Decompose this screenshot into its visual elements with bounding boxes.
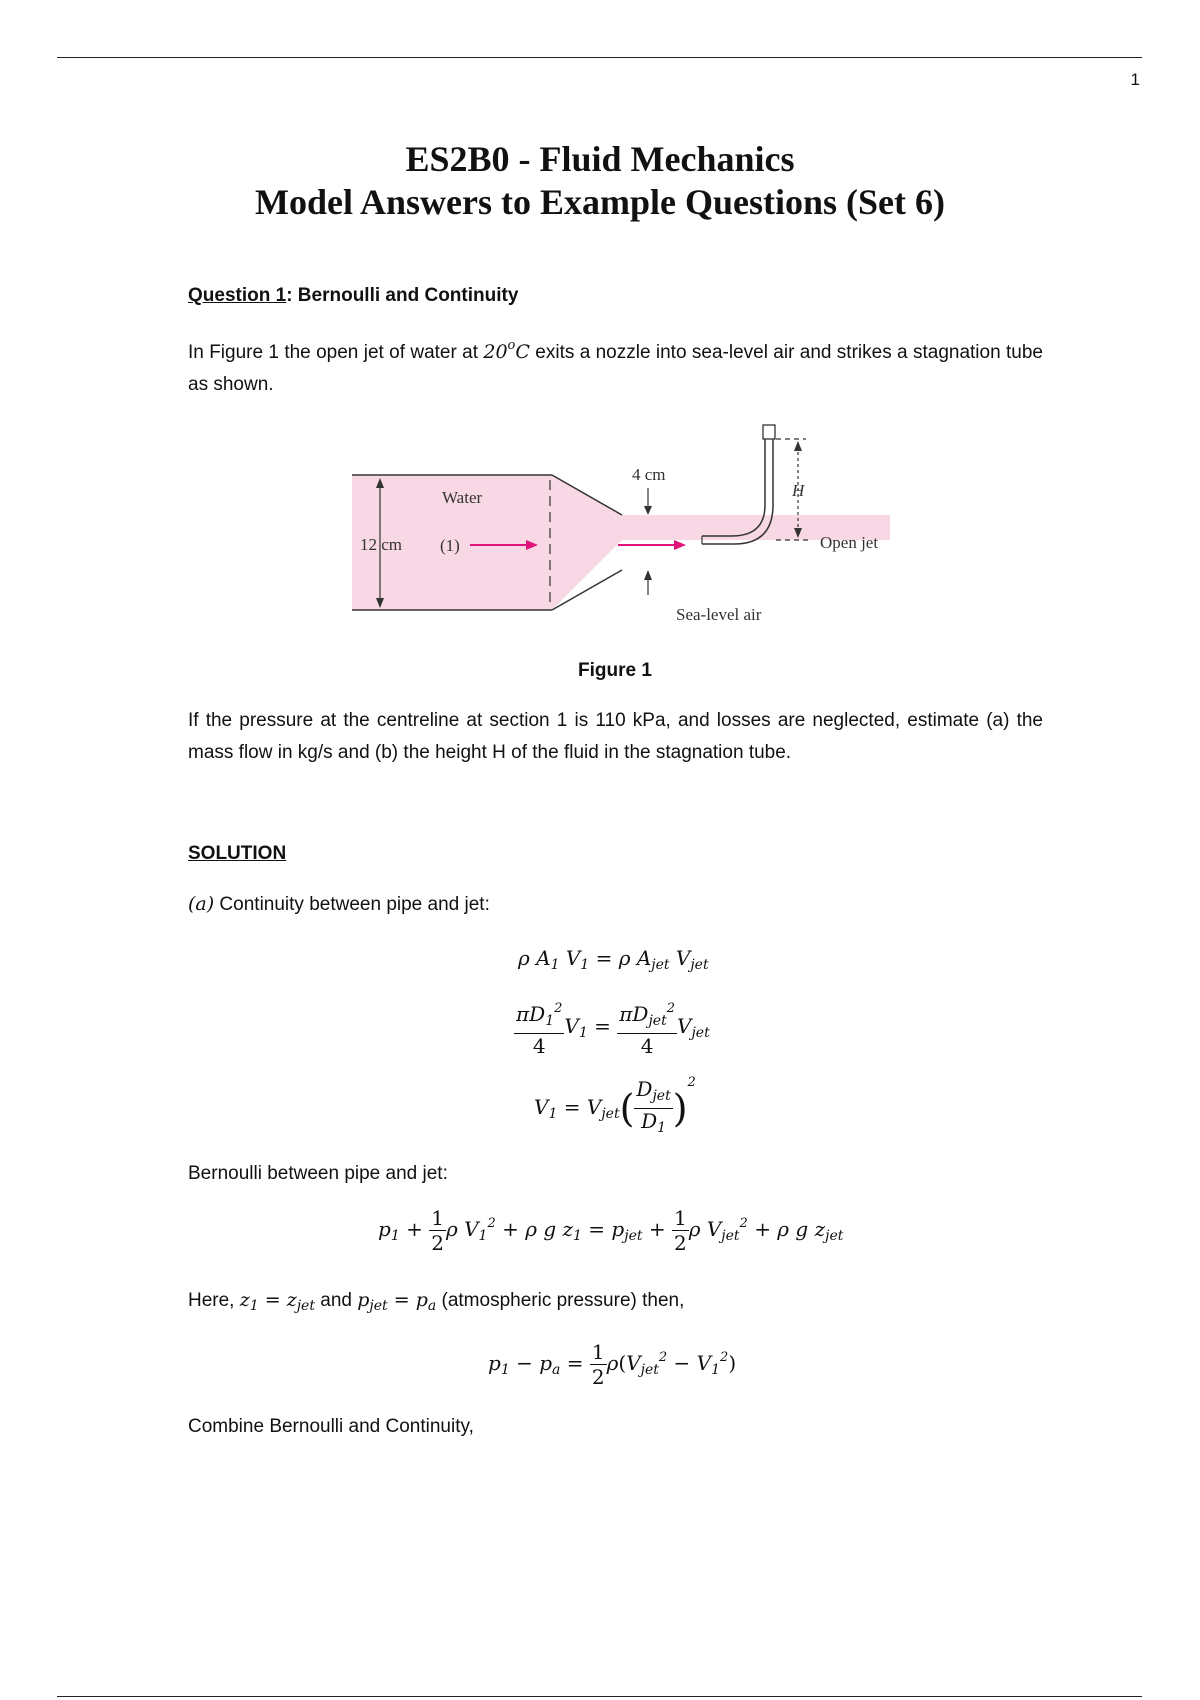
label-open-jet: Open jet — [820, 533, 879, 552]
label-pipe-diameter: 12 cm — [360, 535, 403, 554]
top-rule — [57, 57, 1142, 58]
page-number: 1 — [1130, 70, 1140, 89]
question-heading — [188, 280, 518, 312]
intro-temperature-unit: C — [515, 341, 530, 363]
question-intro — [188, 330, 1043, 401]
question-heading-title: : Bernoulli and Continuity — [286, 285, 519, 306]
solution-heading: SOLUTION — [188, 843, 287, 864]
here-and: and — [314, 1290, 358, 1311]
figure-1-nozzle-diagram — [340, 420, 900, 630]
intro-temperature: 20 — [483, 341, 508, 363]
equation-continuity-2: $\frac{\pi D_1^2}{4}$ $V_1$ = $\frac{\pi D_{jet}^2}{4}$ $V_{jet}$ — [514, 997, 710, 1058]
equation-continuity-3: $V_1 = V_{jet}$( $\frac{D_{jet}}{D_1}$ )$^2$ — [534, 1075, 696, 1136]
stagnation-tube-top — [763, 425, 775, 439]
question-body: If the pressure at the centreline at section 1 is 110 kPa, and losses are neglected, estimate (a) the mass flow in kg/s and (b) the height H of the fluid in the stagnation tube. — [188, 710, 1043, 763]
equation-bernoulli: $p_1$ + $\frac{1}{2}$ ρ $V_1^2 + \rho$ g $z_1 = p_{jet}$ + $\frac{1}{2}$ ρ $V_{jet}^2 + \rho$ g $z_{jet}$ — [378, 1206, 844, 1255]
document-subtitle: Model Answers to Example Questions (Set 6) — [255, 182, 945, 222]
label-section-1: (1) — [440, 536, 460, 555]
part-a-intro — [188, 888, 490, 921]
here-suffix: (atmospheric pressure) then, — [436, 1290, 685, 1311]
part-a-text: Continuity between pipe and jet: — [214, 894, 490, 915]
bottom-rule — [57, 1696, 1142, 1697]
document-title: ES2B0 - Fluid Mechanics — [405, 139, 795, 179]
question-heading-number: Question 1 — [188, 285, 287, 306]
combine-statement: Combine Bernoulli and Continuity, — [188, 1416, 474, 1437]
intro-before: In Figure 1 the open jet of water at — [188, 342, 484, 363]
label-water: Water — [442, 488, 483, 507]
intro-after: exits a nozzle into sea-level air and strikes a stagnation tube as shown. — [188, 342, 1043, 395]
equation-pressure-difference: $p_1 - p_a$ = $\frac{1}{2}$ $\rho(V_{jet}^2 - V_1^2)$ — [488, 1340, 737, 1389]
label-height-h: H — [792, 481, 805, 500]
bernoulli-intro: Bernoulli between pipe and jet: — [188, 1163, 448, 1184]
equation-continuity-1: ρ $A_1$ $V_1 = \rho$ $A_{jet}$ $V_{jet}$ — [518, 946, 709, 973]
part-a-label: (a) — [188, 893, 215, 915]
label-nozzle-diameter: 4 cm — [632, 465, 666, 484]
here-prefix: Here, — [188, 1290, 240, 1311]
label-sea-level-air: Sea-level air — [676, 605, 762, 624]
intro-degree: o — [507, 338, 516, 353]
here-statement: Here, $z_1 = z_{jet}$ and $p_{jet} = p_a$ (atmospheric pressure) then, — [188, 1289, 685, 1314]
figure-caption: Figure 1 — [578, 660, 652, 681]
